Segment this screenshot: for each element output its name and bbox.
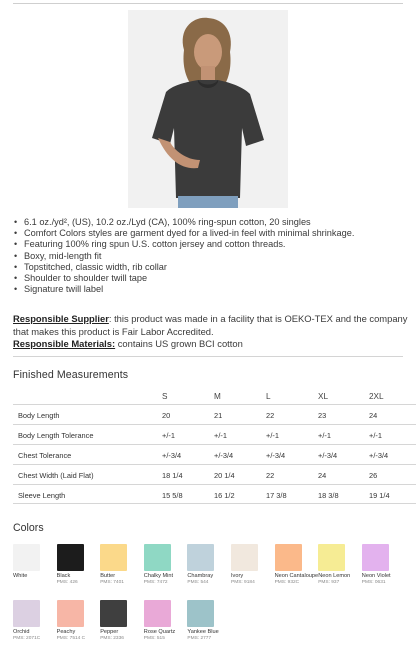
responsibility-info (13, 313, 408, 351)
swatch-pms: PMS: 9184 (231, 579, 255, 585)
product-image (128, 10, 288, 208)
feature-item: • Shoulder to shoulder twill tape (13, 273, 408, 284)
feature-item: • Topstitched, classic width, rib collar (13, 262, 408, 273)
swatch-pms: PMS: 426 (56, 579, 78, 585)
table-cell: 20 1/4 (214, 471, 235, 480)
row-label: Body Length (18, 411, 60, 420)
swatch-pms: PMS: 7472 (143, 579, 168, 585)
swatch-pms: PMS: 544 (187, 579, 209, 585)
swatch-chip[interactable] (144, 600, 171, 627)
table-cell: +/-3/4 (318, 451, 338, 460)
color-swatch[interactable] (13, 600, 53, 642)
table-cell: +/-3/4 (162, 451, 182, 460)
swatch-name: Neon Violet (361, 573, 391, 579)
swatch-name: Rose Quartz (143, 629, 176, 635)
color-swatch[interactable] (100, 544, 140, 586)
swatch-pms: PMS: 0631 (361, 579, 386, 585)
table-cell: 16 1/2 (214, 491, 235, 500)
swatch-pms: PMS: 515 (143, 635, 165, 641)
table-cell: +/-1 (369, 431, 382, 440)
swatch-name: Peachy (56, 629, 76, 635)
size-header: L (266, 392, 271, 401)
swatch-chip[interactable] (275, 544, 302, 571)
color-swatch[interactable] (362, 544, 402, 586)
swatch-name: Yankee Blue (187, 629, 219, 635)
swatch-name: Black (56, 573, 71, 579)
swatch-chip[interactable] (318, 544, 345, 571)
section-divider (13, 356, 403, 357)
swatch-pms: PMS: 7401 (100, 579, 124, 585)
swatch-chip[interactable] (57, 544, 84, 571)
swatch-pms: PMS: 2336 (100, 635, 124, 641)
responsible-supplier-link[interactable]: Responsible Supplier (13, 313, 109, 324)
model-photo-illustration (128, 10, 288, 208)
table-cell: 21 (214, 411, 223, 420)
table-cell: 26 (369, 471, 378, 480)
swatch-name: Chambray (187, 573, 214, 579)
feature-item: • Comfort Colors styles are garment dyed for a lived-in feel with minimal shrinkage. (13, 228, 408, 239)
materials-text: contains US grown BCI cotton (115, 338, 243, 350)
color-swatch[interactable] (13, 544, 53, 580)
swatch-name: Chalky Mint (143, 573, 174, 579)
table-cell: 24 (369, 411, 378, 420)
table-row (13, 424, 416, 444)
table-cell: +/-1 (318, 431, 331, 440)
materials-paragraph (13, 338, 408, 351)
responsible-materials-link[interactable]: Responsible Materials: (13, 338, 116, 350)
color-swatch[interactable] (144, 544, 184, 586)
color-swatch[interactable] (57, 600, 97, 642)
swatch-name: Neon Lemon (318, 573, 351, 579)
size-header: XL (318, 392, 329, 401)
table-cell: +/-1 (162, 431, 175, 440)
swatch-name: Butter (100, 573, 116, 579)
swatch-chip[interactable] (187, 600, 214, 627)
swatch-chip[interactable] (187, 544, 214, 571)
color-swatch[interactable] (231, 544, 271, 586)
swatch-pms: PMS: 2071C (13, 635, 41, 641)
feature-item: • Featuring 100% ring spun U.S. cotton jersey and cotton threads. (13, 239, 408, 250)
swatch-chip[interactable] (13, 600, 40, 627)
table-cell: +/-1 (214, 431, 227, 440)
swatch-name: Pepper (100, 629, 119, 635)
swatch-chip[interactable] (57, 600, 84, 627)
color-swatch[interactable] (144, 600, 184, 642)
size-header: M (214, 392, 221, 401)
swatch-pms: PMS: 937 (318, 579, 340, 585)
color-swatch[interactable] (187, 600, 227, 642)
swatch-chip[interactable] (100, 600, 127, 627)
supplier-text: : this product was made in a facility that is OEKO-TEX and the company that makes this product is Fair Labor Accredited. (13, 313, 408, 337)
size-header: S (162, 392, 168, 401)
table-cell: +/-1 (266, 431, 279, 440)
feature-item: • Signature twill label (13, 284, 408, 295)
table-row (13, 404, 416, 424)
table-cell: 19 1/4 (369, 491, 390, 500)
feature-item: • Boxy, mid-length fit (13, 251, 408, 262)
table-cell: 22 (266, 411, 275, 420)
supplier-paragraph (13, 313, 408, 338)
swatch-pms: PMS: 932C (274, 579, 300, 585)
swatch-pms: PMS: 7514 C (56, 635, 86, 641)
color-swatch[interactable] (187, 544, 227, 586)
swatch-chip[interactable] (231, 544, 258, 571)
table-cell: 20 (162, 411, 171, 420)
table-row (13, 444, 416, 464)
row-label: Chest Tolerance (18, 451, 72, 460)
swatch-pms: PMS: 2777 (187, 635, 212, 641)
row-label: Body Length Tolerance (18, 431, 94, 440)
feature-item: • 6.1 oz./yd², (US), 10.2 oz./Lyd (CA), 100% ring-spun cotton, 20 singles (13, 217, 408, 228)
row-label: Chest Width (Laid Flat) (18, 471, 94, 480)
size-header-row (13, 390, 416, 404)
swatch-chip[interactable] (144, 544, 171, 571)
swatch-name: White (13, 573, 28, 579)
table-cell: 24 (318, 471, 327, 480)
table-cell: 17 3/8 (266, 491, 287, 500)
color-swatch[interactable] (100, 600, 140, 642)
table-cell: 23 (318, 411, 327, 420)
color-swatch[interactable] (57, 544, 97, 586)
swatch-name: Ivory (231, 573, 244, 579)
table-cell: 18 1/4 (162, 471, 183, 480)
feature-list (13, 217, 408, 295)
table-cell: 22 (266, 471, 275, 480)
table-cell: 15 5/8 (162, 491, 183, 500)
swatch-chip[interactable] (362, 544, 389, 571)
table-cell: 18 3/8 (318, 491, 339, 500)
swatch-chip[interactable] (13, 544, 40, 571)
table-row (13, 464, 416, 484)
row-label: Sleeve Length (18, 491, 66, 500)
measurements-title: Finished Measurements (13, 369, 129, 381)
table-row (13, 484, 416, 504)
table-cell: +/-3/4 (266, 451, 286, 460)
size-header: 2XL (369, 392, 384, 401)
top-divider (13, 3, 403, 4)
swatch-name: Neon Cantaloupe (274, 573, 319, 579)
color-swatch[interactable] (274, 544, 319, 586)
swatch-name: Orchid (13, 629, 30, 635)
table-cell: +/-3/4 (214, 451, 234, 460)
color-swatch[interactable] (318, 544, 358, 586)
swatch-chip[interactable] (100, 544, 127, 571)
colors-title: Colors (13, 522, 44, 534)
measurements-table (13, 390, 416, 504)
table-cell: +/-3/4 (369, 451, 389, 460)
